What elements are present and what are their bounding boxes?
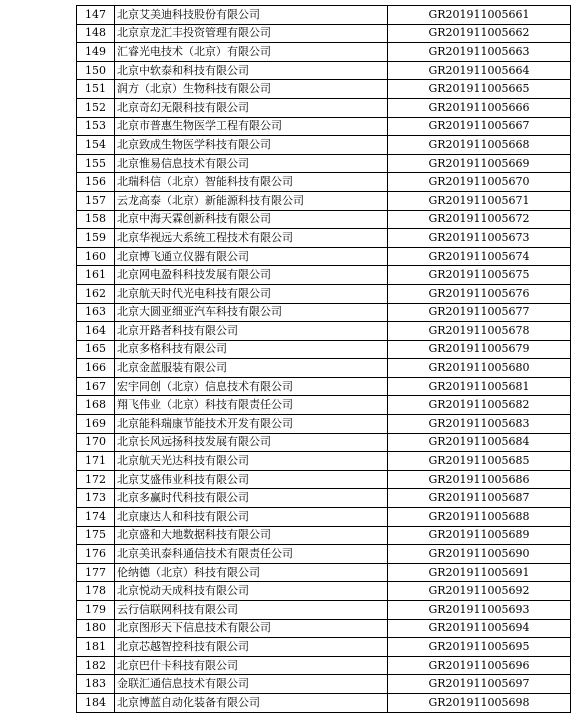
- certificate-code-cell: GR201911005688: [388, 508, 571, 527]
- certificate-code-cell: GR201911005693: [388, 601, 571, 620]
- company-name-cell: 北京航天光达科技有限公司: [115, 452, 388, 471]
- row-number-cell: 161: [77, 266, 115, 285]
- table-row: [77, 6, 571, 25]
- company-name-cell: 汇睿光电技术（北京）有限公司: [115, 43, 388, 62]
- table-row: [77, 117, 571, 136]
- row-number-cell: 181: [77, 638, 115, 657]
- certificate-code-cell: GR201911005694: [388, 619, 571, 638]
- company-name-cell: 北京金蓝服装有限公司: [115, 359, 388, 378]
- certificate-code-cell: GR201911005668: [388, 136, 571, 155]
- row-number-cell: 172: [77, 470, 115, 489]
- row-number-cell: 148: [77, 24, 115, 43]
- row-number-cell: 155: [77, 154, 115, 173]
- table-row: [77, 266, 571, 285]
- company-name-cell: 伦纳德（北京）科技有限公司: [115, 563, 388, 582]
- table-row: [77, 154, 571, 173]
- row-number-cell: 170: [77, 433, 115, 452]
- row-number-cell: 184: [77, 693, 115, 712]
- company-name-cell: 翔飞伟业（北京）科技有限责任公司: [115, 396, 388, 415]
- company-name-cell: 北京康达人和科技有限公司: [115, 508, 388, 527]
- table-row: [77, 601, 571, 620]
- company-name-cell: 北京航天时代光电科技有限公司: [115, 284, 388, 303]
- table-row: [77, 396, 571, 415]
- table-body: [77, 6, 571, 713]
- company-name-cell: 金联汇通信息技术有限公司: [115, 675, 388, 694]
- company-name-cell: 北京博飞通立仪器有限公司: [115, 247, 388, 266]
- table-row: [77, 415, 571, 434]
- company-name-cell: 北京中海天霖创新科技有限公司: [115, 210, 388, 229]
- company-name-cell: 北京网电盈科科技发展有限公司: [115, 266, 388, 285]
- company-name-cell: 云龙高泰（北京）新能源科技有限公司: [115, 191, 388, 210]
- row-number-cell: 162: [77, 284, 115, 303]
- company-name-cell: 北京多格科技有限公司: [115, 340, 388, 359]
- company-name-cell: 北京艾盛伟业科技有限公司: [115, 470, 388, 489]
- table-row: [77, 247, 571, 266]
- certificate-code-cell: GR201911005681: [388, 377, 571, 396]
- row-number-cell: 152: [77, 98, 115, 117]
- row-number-cell: 164: [77, 322, 115, 341]
- company-name-cell: 北京华视远大系统工程技术有限公司: [115, 229, 388, 248]
- row-number-cell: 183: [77, 675, 115, 694]
- company-name-cell: 北京大圆亚细亚汽车科技有限公司: [115, 303, 388, 322]
- certificate-code-cell: GR201911005669: [388, 154, 571, 173]
- company-name-cell: 云行信联网科技有限公司: [115, 601, 388, 620]
- row-number-cell: 175: [77, 526, 115, 545]
- company-name-cell: 北京悦动天成科技有限公司: [115, 582, 388, 601]
- row-number-cell: 182: [77, 656, 115, 675]
- row-number-cell: 151: [77, 80, 115, 99]
- certificate-code-cell: GR201911005675: [388, 266, 571, 285]
- certificate-code-cell: GR201911005686: [388, 470, 571, 489]
- row-number-cell: 150: [77, 61, 115, 80]
- row-number-cell: 158: [77, 210, 115, 229]
- certificate-code-cell: GR201911005689: [388, 526, 571, 545]
- row-number-cell: 149: [77, 43, 115, 62]
- table-row: [77, 191, 571, 210]
- table-row: [77, 656, 571, 675]
- table-row: [77, 284, 571, 303]
- company-name-cell: 北京艾美迪科技股份有限公司: [115, 6, 388, 25]
- company-name-cell: 北瑞科信（北京）智能科技有限公司: [115, 173, 388, 192]
- company-name-cell: 北京长风远扬科技发展有限公司: [115, 433, 388, 452]
- certificate-code-cell: GR201911005682: [388, 396, 571, 415]
- certificate-code-cell: GR201911005670: [388, 173, 571, 192]
- certificate-code-cell: GR201911005661: [388, 6, 571, 25]
- table-row: [77, 582, 571, 601]
- table-row: [77, 61, 571, 80]
- row-number-cell: 168: [77, 396, 115, 415]
- certificate-code-cell: GR201911005678: [388, 322, 571, 341]
- table-row: [77, 489, 571, 508]
- row-number-cell: 171: [77, 452, 115, 471]
- table-row: [77, 545, 571, 564]
- company-name-cell: 北京图形天下信息技术有限公司: [115, 619, 388, 638]
- company-name-cell: 北京巴什卡科技有限公司: [115, 656, 388, 675]
- row-number-cell: 153: [77, 117, 115, 136]
- row-number-cell: 165: [77, 340, 115, 359]
- certificate-code-cell: GR201911005683: [388, 415, 571, 434]
- row-number-cell: 156: [77, 173, 115, 192]
- row-number-cell: 177: [77, 563, 115, 582]
- company-name-cell: 北京京龙汇丰投资管理有限公司: [115, 24, 388, 43]
- table-row: [77, 173, 571, 192]
- table-row: [77, 229, 571, 248]
- certificate-code-cell: GR201911005680: [388, 359, 571, 378]
- table-row: [77, 619, 571, 638]
- certificate-code-cell: GR201911005677: [388, 303, 571, 322]
- row-number-cell: 178: [77, 582, 115, 601]
- table-row: [77, 24, 571, 43]
- table-row: [77, 452, 571, 471]
- certificate-code-cell: GR201911005687: [388, 489, 571, 508]
- row-number-cell: 159: [77, 229, 115, 248]
- certificate-code-cell: GR201911005690: [388, 545, 571, 564]
- table-row: [77, 526, 571, 545]
- table-row: [77, 43, 571, 62]
- row-number-cell: 167: [77, 377, 115, 396]
- certificate-code-cell: GR201911005671: [388, 191, 571, 210]
- table-row: [77, 98, 571, 117]
- certificate-code-cell: GR201911005695: [388, 638, 571, 657]
- table-row: [77, 359, 571, 378]
- table-row: [77, 136, 571, 155]
- table-row: [77, 470, 571, 489]
- row-number-cell: 160: [77, 247, 115, 266]
- table-row: [77, 508, 571, 527]
- company-name-cell: 北京博蓝自动化装备有限公司: [115, 693, 388, 712]
- row-number-cell: 180: [77, 619, 115, 638]
- table-row: [77, 675, 571, 694]
- row-number-cell: 166: [77, 359, 115, 378]
- row-number-cell: 157: [77, 191, 115, 210]
- row-number-cell: 147: [77, 6, 115, 25]
- certificate-code-cell: GR201911005684: [388, 433, 571, 452]
- row-number-cell: 176: [77, 545, 115, 564]
- company-list-table: [76, 5, 571, 713]
- certificate-code-cell: GR201911005698: [388, 693, 571, 712]
- certificate-code-cell: GR201911005666: [388, 98, 571, 117]
- certificate-code-cell: GR201911005665: [388, 80, 571, 99]
- company-name-cell: 北京芯越智控科技有限公司: [115, 638, 388, 657]
- company-name-cell: 北京开路者科技有限公司: [115, 322, 388, 341]
- table-row: [77, 563, 571, 582]
- company-name-cell: 润方（北京）生物科技有限公司: [115, 80, 388, 99]
- row-number-cell: 174: [77, 508, 115, 527]
- certificate-code-cell: GR201911005685: [388, 452, 571, 471]
- certificate-code-cell: GR201911005672: [388, 210, 571, 229]
- certificate-code-cell: GR201911005662: [388, 24, 571, 43]
- table-row: [77, 80, 571, 99]
- company-name-cell: 北京多赢时代科技有限公司: [115, 489, 388, 508]
- table-row: [77, 210, 571, 229]
- certificate-code-cell: GR201911005696: [388, 656, 571, 675]
- certificate-code-cell: GR201911005692: [388, 582, 571, 601]
- table-row: [77, 377, 571, 396]
- certificate-code-cell: GR201911005663: [388, 43, 571, 62]
- row-number-cell: 179: [77, 601, 115, 620]
- certificate-code-cell: GR201911005679: [388, 340, 571, 359]
- company-name-cell: 北京中软泰和科技有限公司: [115, 61, 388, 80]
- row-number-cell: 154: [77, 136, 115, 155]
- certificate-code-cell: GR201911005676: [388, 284, 571, 303]
- company-name-cell: 宏宇同创（北京）信息技术有限公司: [115, 377, 388, 396]
- company-name-cell: 北京市普惠生物医学工程有限公司: [115, 117, 388, 136]
- company-name-cell: 北京盛和大地数据科技有限公司: [115, 526, 388, 545]
- row-number-cell: 163: [77, 303, 115, 322]
- table-row: [77, 638, 571, 657]
- certificate-code-cell: GR201911005697: [388, 675, 571, 694]
- row-number-cell: 169: [77, 415, 115, 434]
- company-name-cell: 北京致成生物医学科技有限公司: [115, 136, 388, 155]
- table-row: [77, 693, 571, 712]
- table-row: [77, 322, 571, 341]
- company-name-cell: 北京能科瑞康节能技术开发有限公司: [115, 415, 388, 434]
- certificate-code-cell: GR201911005667: [388, 117, 571, 136]
- certificate-code-cell: GR201911005691: [388, 563, 571, 582]
- company-name-cell: 北京惟易信息技术有限公司: [115, 154, 388, 173]
- certificate-code-cell: GR201911005673: [388, 229, 571, 248]
- certificate-code-cell: GR201911005664: [388, 61, 571, 80]
- table-row: [77, 340, 571, 359]
- table-row: [77, 303, 571, 322]
- company-name-cell: 北京美讯泰科通信技术有限责任公司: [115, 545, 388, 564]
- row-number-cell: 173: [77, 489, 115, 508]
- certificate-code-cell: GR201911005674: [388, 247, 571, 266]
- table-row: [77, 433, 571, 452]
- company-name-cell: 北京奇幻无限科技有限公司: [115, 98, 388, 117]
